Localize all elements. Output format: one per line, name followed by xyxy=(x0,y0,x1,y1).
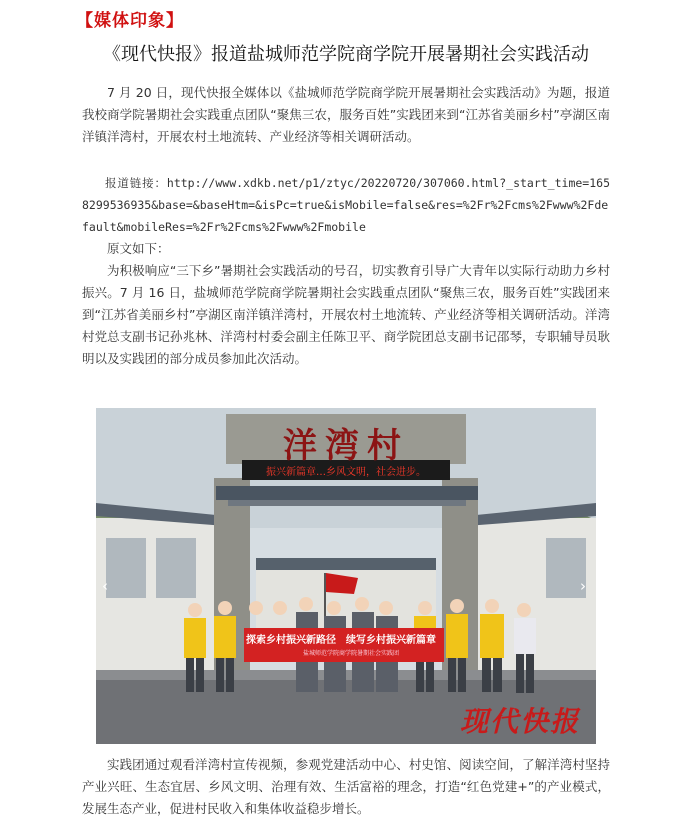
banner-subtitle: 盐城师范学院商学院暑期社会实践团 xyxy=(302,650,399,657)
body-paragraph-2: 实践团通过观看洋湾村宣传视频，参观党建活动中心、村史馆、阅读空间，了解洋湾村坚持产业兴旺、生态宜居、乡风文明、治理有效、生活富裕的理念，打造“红色党建+”的产业模式，发展生态产业，促进村民收入和集体收益稳步增长。 xyxy=(82,757,610,816)
next-photo-arrow[interactable]: › xyxy=(580,577,586,595)
section-tag: 【媒体印象】 xyxy=(76,11,184,31)
gate-name: 洋湾村 xyxy=(283,426,409,466)
banner-text-right: 续写乡村振兴新篇章 xyxy=(346,635,436,646)
article-photo xyxy=(96,408,596,744)
article-title: 《现代快报》报道盐城师范学院商学院开展暑期社会实践活动 xyxy=(103,44,589,65)
prev-photo-arrow[interactable]: ‹ xyxy=(102,577,108,595)
led-display: 振兴新篇章…乡风文明，社会进步。 xyxy=(266,467,426,478)
original-label: 原文如下： xyxy=(107,241,170,256)
photo-watermark: 现代快报 xyxy=(459,705,580,738)
banner-text-left: 探索乡村振兴新路径 xyxy=(246,635,336,646)
report-link[interactable]: 报道链接：http://www.xdkb.net/p1/ztyc/20220720/307060.html?_start_time=1658299536935&base=&baseHtm=&isPc=true&isMobile=false&res=%2Fr%2Fcms%2Fwww%2Fdefault&mobileRes=%2Fr%2Fcms%2Fwww%2Fmobile xyxy=(82,176,610,234)
intro-paragraph: 7 月 20 日，现代快报全媒体以《盐城师范学院商学院开展暑期社会实践活动》为题，报道我校商学院暑期社会实践重点团队“聚焦三农，服务百姓”实践团来到“江苏省美丽乡村”亭湖区南洋镇洋湾村，开展农村土地流转、产业经济等相关调研活动。 xyxy=(82,85,610,144)
body-paragraph-1: 为积极响应“三下乡”暑期社会实践活动的号召，切实教育引导广大青年以实际行动助力乡村振兴。7 月 16 日，盐城师范学院商学院暑期社会实践重点团队“聚焦三农，服务百姓”实践团来到“江苏省美丽乡村”亭湖区南洋镇洋湾村，开展农村土地流转、产业经济等相关调研活动。洋湾村党总支副书记孙兆林、洋湾村村委会副主任陈卫平、商学院团总支副书记邵琴，专职辅导员耿明以及实践团的部分成员参加此次活动。 xyxy=(82,263,610,366)
